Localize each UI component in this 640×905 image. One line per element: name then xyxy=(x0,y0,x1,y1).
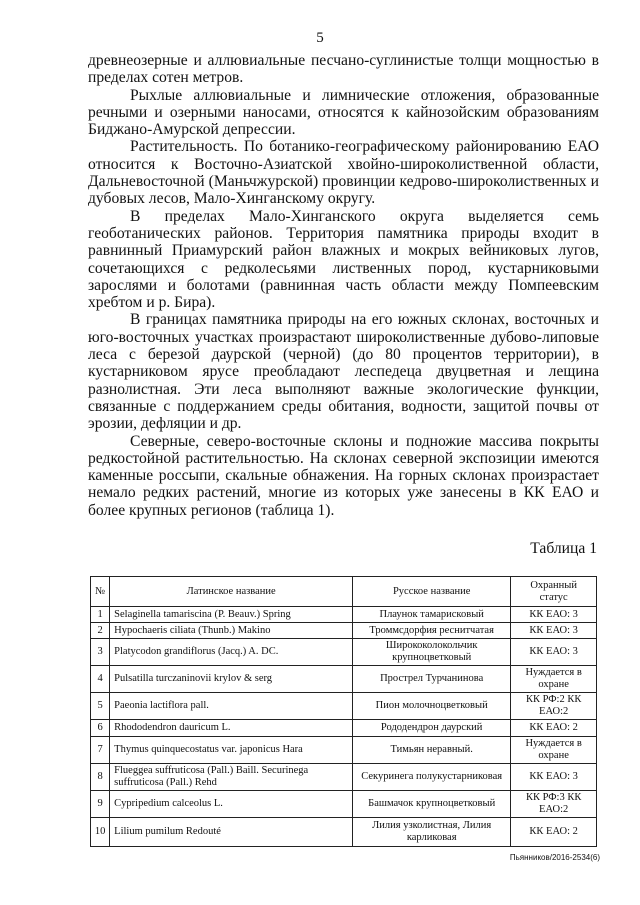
russian-name: Тимьян неравный. xyxy=(353,737,511,764)
table-row xyxy=(91,693,597,720)
protection-status: КК РФ:2 КК ЕАО:2 xyxy=(511,693,597,720)
row-number: 4 xyxy=(91,666,110,693)
latin-name: Thymus quinquecostatus var. japonicus Hara xyxy=(110,737,353,764)
row-number: 7 xyxy=(91,737,110,764)
table-row xyxy=(91,737,597,764)
protection-status: КК ЕАО: 3 xyxy=(511,639,597,666)
latin-name: Paeonia lactiflora pall. xyxy=(110,693,353,720)
row-number: 8 xyxy=(91,764,110,791)
paragraph: В пределах Мало-Хинганского округа выделяется семь геоботанических районов. Территория памятника природы входит в равнинный Приамурский район влажных и мокрых вейниковых лугов, сочетающихся с редколесьями лиственных пород, кустарниковыми зарослями и болотами (равнинная часть области между Помпеевским хребтом и р. Бира). xyxy=(88,207,599,312)
protection-status: КК ЕАО: 2 xyxy=(511,818,597,847)
table-row xyxy=(91,607,597,623)
row-number: 10 xyxy=(91,818,110,847)
latin-name: Lilium pumilum Redouté xyxy=(110,818,353,847)
row-number: 5 xyxy=(91,693,110,720)
russian-name: Плаунок тамарисковый xyxy=(353,607,511,623)
header-latin-name: Латинское название xyxy=(110,577,353,607)
document-reference: Пьянников/2016-2534(6) xyxy=(509,853,600,862)
russian-name: Пион молочноцветковый xyxy=(353,693,511,720)
table-row xyxy=(91,623,597,639)
paragraph: В границах памятника природы на его южных склонах, восточных и юго-восточных участках произрастают широколиственные дубово-липовые леса с березой даурской (черной) (до 80 процентов территории), в кустарниковом ярусе преобладают леспедеца двуцветная и лещина разнолистная. Эти леса выполняют важные экологические функции, связанные с поддержанием среды обитания, водности, защитой почвы от эрозии, дефляции и др. xyxy=(88,311,599,433)
russian-name: Лилия узколистная, Лилия карликовая xyxy=(353,818,511,847)
page-number: 5 xyxy=(316,30,324,46)
protection-status: КК РФ:3 КК ЕАО:2 xyxy=(511,791,597,818)
protection-status: КК ЕАО: 2 xyxy=(511,720,597,737)
table-header-row xyxy=(91,577,597,607)
table-row xyxy=(91,818,597,847)
row-number: 1 xyxy=(91,607,110,623)
latin-name: Flueggea suffruticosa (Pall.) Baill. Securinega suffruticosa (Pall.) Rehd xyxy=(110,764,353,791)
russian-name: Секуринега полукустарниковая xyxy=(353,764,511,791)
latin-name: Cypripedium calceolus L. xyxy=(110,791,353,818)
latin-name: Rhododendron dauricum L. xyxy=(110,720,353,737)
paragraph: Северные, северо-восточные склоны и подножие массива покрыты редкостойной растительностью. На склонах северной экспозиции имеются каменные россыпи, скальные обнажения. На горных склонах произрастает немало редких растений, многие из которых уже занесены в КК ЕАО и более крупных регионов (таблица 1). xyxy=(88,432,599,519)
row-number: 9 xyxy=(91,791,110,818)
paragraph: Растительность. По ботанико-географическому районированию ЕАО относится к Восточно-Азиатской хвойно-широколиственной области, Дальневосточной (Маньчжурской) провинции кедрово-широколиственных и дубовых лесов, Мало-Хинганскому округу. xyxy=(88,138,599,208)
paragraph: древнеозерные и аллювиальные песчано-суглинистые толщи мощностью в пределах сотен метров. xyxy=(88,52,599,87)
table-row xyxy=(91,639,597,666)
table-row xyxy=(91,666,597,693)
latin-name: Selaginella tamariscina (P. Beauv.) Spring xyxy=(110,607,353,623)
table-caption: Таблица 1 xyxy=(530,540,597,557)
table-row xyxy=(91,720,597,737)
species-table xyxy=(90,576,597,847)
table-row xyxy=(91,791,597,818)
latin-name: Hypochaeris ciliata (Thunb.) Makino xyxy=(110,623,353,639)
latin-name: Pulsatilla turczaninovii krylov & serg xyxy=(110,666,353,693)
protection-status: КК ЕАО: 3 xyxy=(511,764,597,791)
table-row xyxy=(91,764,597,791)
row-number: 3 xyxy=(91,639,110,666)
header-number: № xyxy=(91,577,110,607)
protection-status: КК ЕАО: 3 xyxy=(511,623,597,639)
header-status: Охранный статус xyxy=(511,577,597,607)
row-number: 2 xyxy=(91,623,110,639)
russian-name: Башмачок крупноцветковый xyxy=(353,791,511,818)
russian-name: Троммсдорфия реснитчатая xyxy=(353,623,511,639)
latin-name: Platycodon grandiflorus (Jacq.) A. DC. xyxy=(110,639,353,666)
protection-status: Нуждается в охране xyxy=(511,737,597,764)
row-number: 6 xyxy=(91,720,110,737)
russian-name: Рододендрон даурский xyxy=(353,720,511,737)
header-russian-name: Русское название xyxy=(353,577,511,607)
protection-status: Нуждается в охране xyxy=(511,666,597,693)
protection-status: КК ЕАО: 3 xyxy=(511,607,597,623)
russian-name: Прострел Турчанинова xyxy=(353,666,511,693)
body-text xyxy=(88,52,599,519)
russian-name: Ширококолокольчик крупноцветковый xyxy=(353,639,511,666)
paragraph: Рыхлые аллювиальные и лимнические отложения, образованные речными и озерными наносами, относятся к кайнозойским образованиям Биджано-Амурской депрессии. xyxy=(88,86,599,139)
